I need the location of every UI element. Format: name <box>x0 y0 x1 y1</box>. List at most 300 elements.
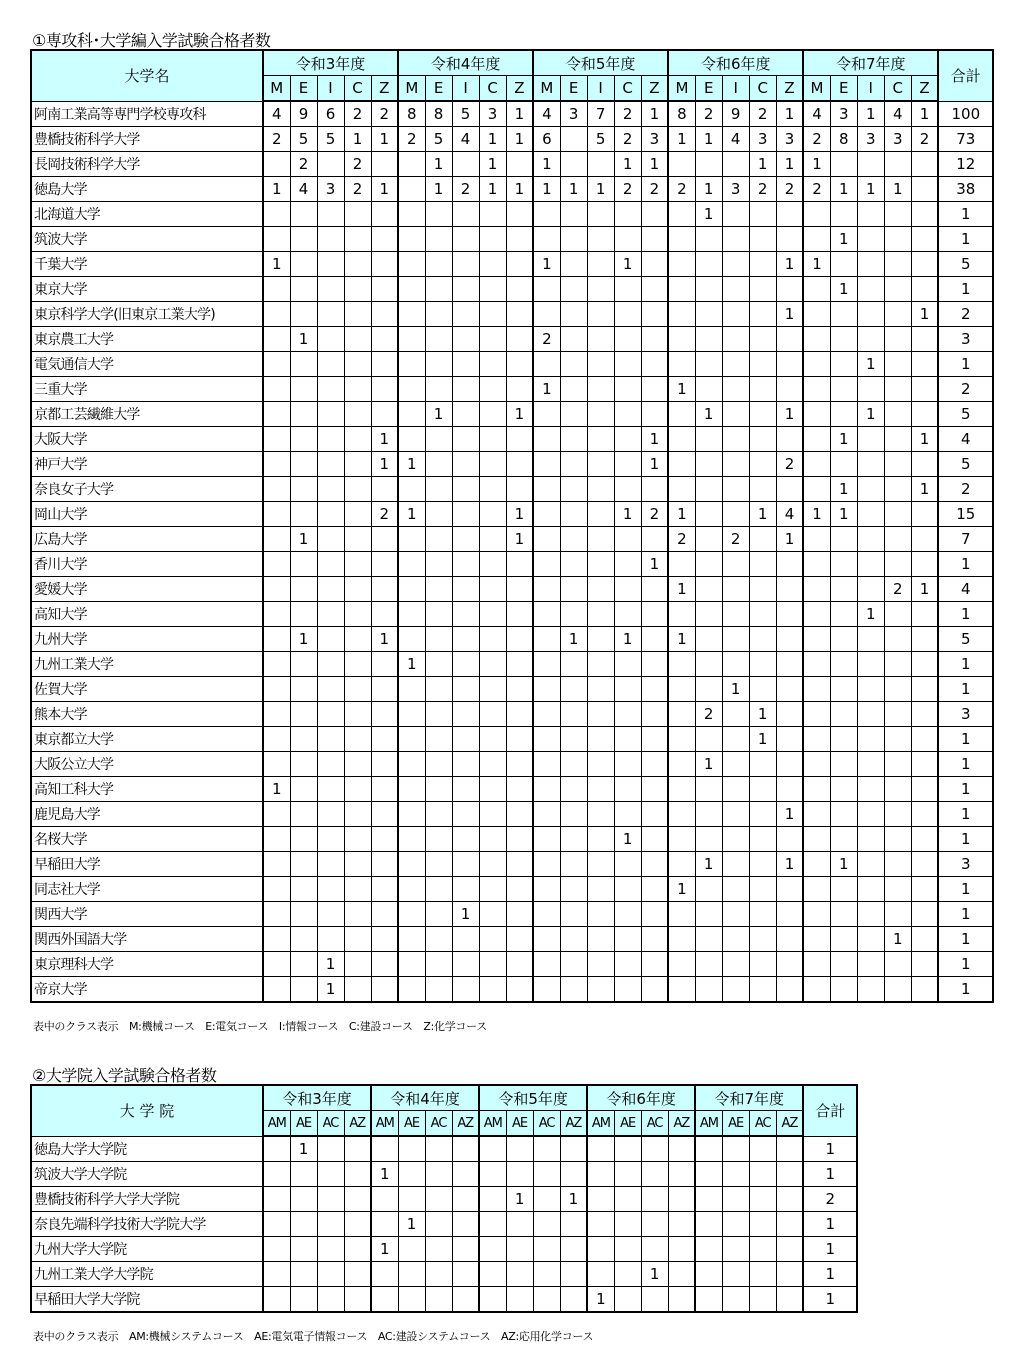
count-cell <box>722 1187 749 1212</box>
count-cell <box>290 452 317 477</box>
count-cell <box>506 352 533 377</box>
count-cell <box>506 877 533 902</box>
count-cell <box>398 1287 425 1313</box>
count-cell <box>884 477 911 502</box>
table-row <box>31 1162 857 1187</box>
count-cell <box>425 552 452 577</box>
count-cell <box>317 727 344 752</box>
count-cell: 1 <box>776 402 803 427</box>
count-cell <box>911 402 938 427</box>
count-cell: 1 <box>857 101 884 127</box>
count-cell: 1 <box>722 677 749 702</box>
count-cell <box>344 302 371 327</box>
class-header: Z <box>776 76 803 102</box>
class-header: AC <box>749 1111 776 1137</box>
count-cell <box>668 727 695 752</box>
count-cell <box>722 627 749 652</box>
table-row <box>31 152 993 177</box>
count-cell <box>371 927 398 952</box>
count-cell <box>371 202 398 227</box>
class-header: M <box>263 76 290 102</box>
year-header: 令和6年度 <box>668 50 803 76</box>
count-cell <box>263 277 290 302</box>
table-row <box>31 1237 857 1262</box>
class-header: C <box>614 76 641 102</box>
count-cell: 1 <box>641 427 668 452</box>
count-cell <box>317 827 344 852</box>
count-cell <box>857 827 884 852</box>
count-cell <box>452 627 479 652</box>
year-header-row <box>31 50 993 76</box>
count-cell <box>776 552 803 577</box>
count-cell <box>722 302 749 327</box>
count-cell: 2 <box>614 177 641 202</box>
count-cell <box>641 1287 668 1313</box>
table-row <box>31 777 993 802</box>
count-cell <box>560 302 587 327</box>
row-total: 1 <box>803 1162 857 1187</box>
count-cell <box>911 227 938 252</box>
count-cell: 1 <box>911 577 938 602</box>
count-cell <box>803 227 830 252</box>
count-cell <box>911 727 938 752</box>
class-header: AC <box>641 1111 668 1137</box>
count-cell <box>587 1162 614 1187</box>
count-cell: 4 <box>533 101 560 127</box>
table-row <box>31 277 993 302</box>
count-cell <box>398 527 425 552</box>
university-name: 香川大学 <box>31 552 263 577</box>
count-cell <box>506 702 533 727</box>
table-row <box>31 1287 857 1313</box>
count-cell <box>587 202 614 227</box>
count-cell <box>830 552 857 577</box>
count-cell <box>533 477 560 502</box>
count-cell <box>398 402 425 427</box>
count-cell <box>749 477 776 502</box>
count-cell <box>911 802 938 827</box>
count-cell <box>803 427 830 452</box>
count-cell <box>479 827 506 852</box>
count-cell <box>317 802 344 827</box>
count-cell <box>749 302 776 327</box>
count-cell <box>398 977 425 1003</box>
count-cell <box>911 827 938 852</box>
count-cell <box>803 402 830 427</box>
count-cell <box>803 202 830 227</box>
count-cell <box>722 402 749 427</box>
count-cell: 2 <box>641 502 668 527</box>
count-cell <box>533 202 560 227</box>
count-cell <box>830 727 857 752</box>
count-cell <box>560 377 587 402</box>
year-header-row <box>31 1085 857 1111</box>
row-total: 1 <box>938 952 993 977</box>
count-cell <box>452 602 479 627</box>
count-cell: 1 <box>533 252 560 277</box>
count-cell <box>668 1187 695 1212</box>
count-cell <box>884 377 911 402</box>
count-cell <box>587 477 614 502</box>
count-cell: 1 <box>371 627 398 652</box>
year-header: 令和5年度 <box>533 50 668 76</box>
count-cell <box>668 1136 695 1162</box>
count-cell <box>317 1212 344 1237</box>
count-cell <box>614 902 641 927</box>
table-row <box>31 727 993 752</box>
count-cell: 1 <box>776 101 803 127</box>
count-cell <box>668 1262 695 1287</box>
count-cell <box>533 1237 560 1262</box>
count-cell <box>479 252 506 277</box>
count-cell <box>695 477 722 502</box>
table-row <box>31 602 993 627</box>
count-cell <box>668 302 695 327</box>
count-cell <box>641 677 668 702</box>
count-cell <box>911 502 938 527</box>
count-cell: 2 <box>803 177 830 202</box>
class-header: AE <box>290 1111 317 1137</box>
count-cell <box>263 327 290 352</box>
count-cell <box>452 502 479 527</box>
count-cell <box>668 602 695 627</box>
count-cell: 3 <box>641 127 668 152</box>
university-name: 徳島大学大学院 <box>31 1136 263 1162</box>
count-cell <box>695 952 722 977</box>
count-cell <box>533 702 560 727</box>
count-cell <box>884 302 911 327</box>
count-cell <box>344 852 371 877</box>
count-cell <box>479 627 506 652</box>
count-cell <box>641 852 668 877</box>
university-name: 阿南工業高等専門学校専攻科 <box>31 101 263 127</box>
row-total: 1 <box>938 802 993 827</box>
count-cell <box>722 952 749 977</box>
count-cell <box>560 852 587 877</box>
count-cell <box>722 502 749 527</box>
count-cell <box>668 552 695 577</box>
university-name: 北海道大学 <box>31 202 263 227</box>
row-total: 1 <box>938 827 993 852</box>
count-cell <box>344 227 371 252</box>
count-cell <box>425 977 452 1003</box>
count-cell <box>398 877 425 902</box>
university-name: 徳島大学 <box>31 177 263 202</box>
count-cell <box>803 277 830 302</box>
count-cell <box>479 1212 506 1237</box>
count-cell <box>452 652 479 677</box>
count-cell <box>668 427 695 452</box>
count-cell <box>533 527 560 552</box>
count-cell <box>344 1212 371 1237</box>
count-cell <box>479 277 506 302</box>
count-cell <box>911 652 938 677</box>
count-cell <box>425 577 452 602</box>
count-cell <box>560 602 587 627</box>
table-row <box>31 627 993 652</box>
count-cell <box>587 727 614 752</box>
count-cell <box>344 777 371 802</box>
university-name: 帝京大学 <box>31 977 263 1003</box>
count-cell <box>884 227 911 252</box>
row-total: 5 <box>938 627 993 652</box>
count-cell <box>560 802 587 827</box>
count-cell: 1 <box>371 177 398 202</box>
count-cell <box>749 877 776 902</box>
count-cell <box>695 577 722 602</box>
count-cell: 2 <box>749 101 776 127</box>
count-cell <box>290 1187 317 1212</box>
count-cell <box>425 777 452 802</box>
count-cell <box>398 552 425 577</box>
count-cell <box>317 1136 344 1162</box>
count-cell <box>911 177 938 202</box>
count-cell <box>479 952 506 977</box>
count-cell <box>317 927 344 952</box>
row-total: 3 <box>938 702 993 727</box>
count-cell <box>425 852 452 877</box>
count-cell <box>587 552 614 577</box>
university-name: 関西外国語大学 <box>31 927 263 952</box>
count-cell <box>371 302 398 327</box>
table-row <box>31 1136 857 1162</box>
count-cell <box>317 1187 344 1212</box>
count-cell <box>317 527 344 552</box>
count-cell <box>641 802 668 827</box>
count-cell: 1 <box>506 502 533 527</box>
count-cell <box>452 852 479 877</box>
count-cell <box>425 327 452 352</box>
count-cell <box>722 377 749 402</box>
class-header: Z <box>506 76 533 102</box>
count-cell <box>857 452 884 477</box>
count-cell <box>398 152 425 177</box>
count-cell: 1 <box>749 702 776 727</box>
class-header: C <box>749 76 776 102</box>
table-row <box>31 652 993 677</box>
count-cell: 2 <box>263 127 290 152</box>
count-cell <box>830 977 857 1003</box>
count-cell <box>290 727 317 752</box>
count-cell <box>614 1287 641 1313</box>
count-cell <box>911 277 938 302</box>
count-cell: 1 <box>398 1212 425 1237</box>
count-cell <box>668 252 695 277</box>
count-cell <box>884 502 911 527</box>
count-cell <box>263 602 290 627</box>
count-cell <box>884 327 911 352</box>
count-cell: 1 <box>830 852 857 877</box>
count-cell <box>344 202 371 227</box>
count-cell <box>317 1162 344 1187</box>
count-cell <box>641 752 668 777</box>
class-header: M <box>398 76 425 102</box>
count-cell <box>587 677 614 702</box>
count-cell <box>857 627 884 652</box>
count-cell <box>776 702 803 727</box>
count-cell <box>614 327 641 352</box>
count-cell: 1 <box>614 502 641 527</box>
count-cell <box>749 1162 776 1187</box>
count-cell <box>452 477 479 502</box>
count-cell: 2 <box>614 101 641 127</box>
count-cell <box>506 752 533 777</box>
count-cell: 4 <box>290 177 317 202</box>
university-name: 早稲田大学 <box>31 852 263 877</box>
count-cell <box>587 627 614 652</box>
count-cell <box>722 1212 749 1237</box>
count-cell <box>749 452 776 477</box>
count-cell <box>722 327 749 352</box>
count-cell <box>371 877 398 902</box>
class-header: I <box>857 76 884 102</box>
count-cell <box>344 752 371 777</box>
count-cell <box>479 477 506 502</box>
count-cell <box>641 702 668 727</box>
count-cell <box>857 302 884 327</box>
count-cell <box>344 802 371 827</box>
count-cell <box>425 677 452 702</box>
count-cell <box>506 677 533 702</box>
year-header: 令和7年度 <box>803 50 938 76</box>
count-cell: 1 <box>317 977 344 1003</box>
row-total: 4 <box>938 577 993 602</box>
count-cell <box>641 902 668 927</box>
count-cell <box>695 452 722 477</box>
count-cell <box>452 1187 479 1212</box>
count-cell <box>722 927 749 952</box>
count-cell <box>641 227 668 252</box>
count-cell <box>506 427 533 452</box>
count-cell <box>668 452 695 477</box>
count-cell: 1 <box>668 502 695 527</box>
count-cell: 1 <box>911 427 938 452</box>
count-cell <box>290 677 317 702</box>
count-cell <box>614 602 641 627</box>
count-cell <box>803 802 830 827</box>
count-cell <box>560 877 587 902</box>
count-cell <box>776 877 803 902</box>
count-cell <box>803 952 830 977</box>
university-name: 東京理科大学 <box>31 952 263 977</box>
count-cell <box>641 1187 668 1212</box>
count-cell <box>479 852 506 877</box>
count-cell: 1 <box>425 177 452 202</box>
count-cell <box>749 352 776 377</box>
total-column-header: 合計 <box>803 1085 857 1136</box>
count-cell <box>911 877 938 902</box>
count-cell <box>371 902 398 927</box>
count-cell <box>587 802 614 827</box>
count-cell <box>587 752 614 777</box>
count-cell <box>263 377 290 402</box>
count-cell <box>830 952 857 977</box>
count-cell <box>452 152 479 177</box>
count-cell <box>290 1287 317 1313</box>
count-cell <box>695 1136 722 1162</box>
count-cell <box>290 227 317 252</box>
count-cell <box>884 677 911 702</box>
count-cell <box>398 1136 425 1162</box>
count-cell <box>479 227 506 252</box>
count-cell <box>344 627 371 652</box>
count-cell <box>749 802 776 827</box>
count-cell <box>641 527 668 552</box>
count-cell <box>722 1262 749 1287</box>
university-name: 東京農工大学 <box>31 327 263 352</box>
count-cell <box>263 627 290 652</box>
count-cell: 1 <box>371 452 398 477</box>
count-cell <box>668 852 695 877</box>
count-cell: 2 <box>695 702 722 727</box>
count-cell <box>263 152 290 177</box>
section2-class-legend: 表中のクラス表示 AM:機械システムコース AE:電気電子情報コース AC:建設システムコース AZ:応用化学コース <box>33 1330 594 1343</box>
count-cell <box>425 452 452 477</box>
class-header: AM <box>695 1111 722 1137</box>
university-name: 鹿児島大学 <box>31 802 263 827</box>
count-cell <box>749 552 776 577</box>
count-cell <box>371 1187 398 1212</box>
section1-title: ①専攻科･大学編入学試験合格者数 <box>32 31 271 50</box>
count-cell <box>776 327 803 352</box>
count-cell: 1 <box>290 527 317 552</box>
count-cell <box>911 252 938 277</box>
count-cell <box>641 1237 668 1262</box>
count-cell <box>479 702 506 727</box>
count-cell <box>533 827 560 852</box>
count-cell <box>830 777 857 802</box>
count-cell <box>263 402 290 427</box>
count-cell <box>506 927 533 952</box>
count-cell <box>749 1287 776 1313</box>
count-cell <box>398 852 425 877</box>
count-cell <box>722 352 749 377</box>
count-cell <box>587 902 614 927</box>
count-cell <box>641 202 668 227</box>
count-cell <box>857 327 884 352</box>
university-name: 名桜大学 <box>31 827 263 852</box>
count-cell <box>911 902 938 927</box>
count-cell <box>560 952 587 977</box>
count-cell <box>695 302 722 327</box>
table-row <box>31 877 993 902</box>
class-header: E <box>560 76 587 102</box>
count-cell <box>506 552 533 577</box>
count-cell <box>911 352 938 377</box>
count-cell <box>371 152 398 177</box>
count-cell <box>371 602 398 627</box>
count-cell <box>371 852 398 877</box>
count-cell <box>776 652 803 677</box>
count-cell <box>263 977 290 1003</box>
count-cell <box>722 727 749 752</box>
count-cell <box>263 677 290 702</box>
count-cell <box>614 702 641 727</box>
table-row <box>31 802 993 827</box>
count-cell <box>587 352 614 377</box>
count-cell <box>776 977 803 1003</box>
count-cell <box>749 677 776 702</box>
count-cell <box>533 952 560 977</box>
count-cell: 1 <box>695 402 722 427</box>
count-cell <box>722 702 749 727</box>
count-cell <box>317 152 344 177</box>
count-cell <box>371 527 398 552</box>
count-cell: 2 <box>290 152 317 177</box>
count-cell <box>263 902 290 927</box>
count-cell: 1 <box>668 377 695 402</box>
count-cell <box>425 352 452 377</box>
